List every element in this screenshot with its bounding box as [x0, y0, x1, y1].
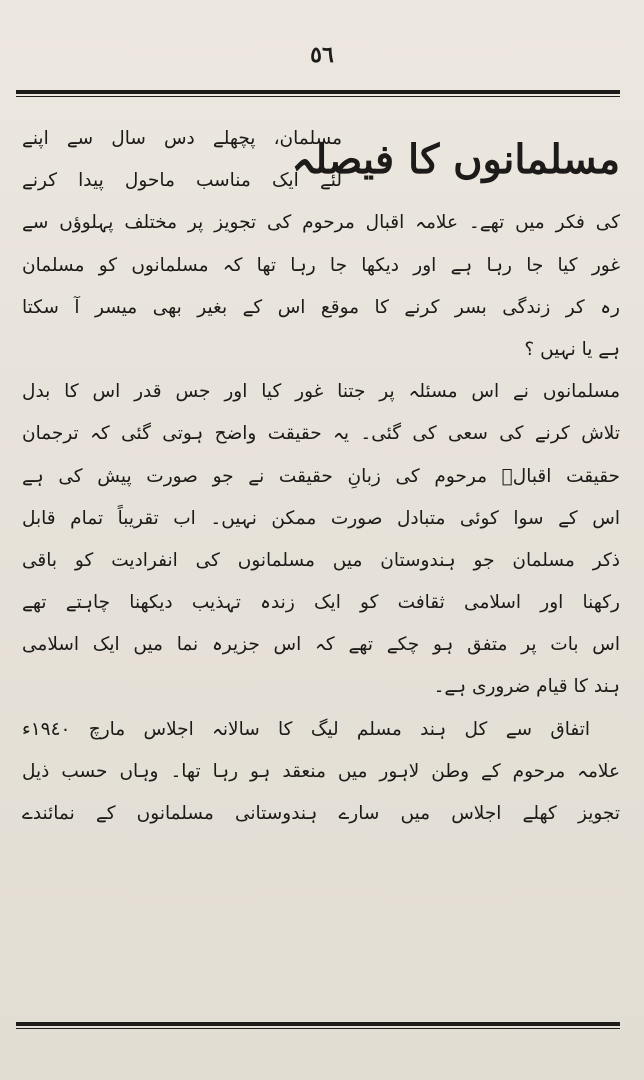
text-line: غور کیا جا رہا ہے اور دیکھا جا رہا تھا کہ مسلمانوں کو مسلمان	[22, 254, 620, 276]
paragraph-2	[22, 371, 620, 709]
bottom-rule-thin-line	[16, 1028, 620, 1029]
text-line: اس بات پر متفق ہو چکے تھے کہ اس جزیرہ نما میں ایک اسلامی	[22, 634, 620, 656]
text-line: مسلمانوں نے اس مسئلہ پر جتنا غور کیا اور جس قدر اس کا بدل	[22, 381, 620, 403]
body-text	[22, 118, 620, 835]
bottom-rule	[16, 1022, 620, 1029]
top-rule-thin-line	[16, 96, 620, 97]
top-rule-thick-line	[16, 90, 620, 94]
text-line: رہ کر زندگی بسر کرنے کا موقع اس کے بغیر بھی میسر آ سکتا	[22, 296, 620, 318]
text-line: تلاش کرنے کی سعی کی گئی۔ یہ حقیقت واضح ہوتی گئی کہ ترجمان	[22, 423, 620, 445]
text-line: علامہ مرحوم کے وطن لاہور میں منعقد ہو رہا تھا۔ وہاں حسب ذیل	[22, 760, 620, 782]
top-rule	[16, 90, 620, 97]
text-line: تجویز کھلے اجلاس میں سارے ہندوستانی مسلمانوں کے نمائندے	[22, 803, 620, 824]
text-line: لئے ایک مناسب ماحول پیدا کرنے	[22, 170, 342, 192]
page-number: ٥٦	[310, 42, 334, 68]
text-line: ذکر مسلمان جو ہندوستان میں مسلمانوں کی انفرادیت کو باقی	[22, 549, 620, 571]
text-line: مسلمان، پچھلے دس سال سے اپنے	[22, 128, 342, 149]
paragraph-3	[22, 709, 620, 836]
text-line: کی فکر میں تھے۔ علامہ اقبال مرحوم کی تجویز پر مختلف پہلوؤں سے	[22, 212, 620, 234]
text-line: اتفاق سے کل ہند مسلم لیگ کا سالانہ اجلاس مارچ ١٩٤٠ء	[22, 718, 590, 740]
section-heading: مسلمانوں کا فیصلہ	[291, 136, 620, 183]
paragraph-1	[22, 202, 620, 371]
text-line: رکھنا اور اسلامی ثقافت کو ایک زندہ تہذیب دیکھنا چاہتے تھے	[22, 592, 620, 614]
text-line: ہے یا نہیں ؟	[524, 338, 620, 360]
text-line: ہند کا قیام ضروری ہے۔	[433, 676, 620, 698]
text-line: اس کے سوا کوئی متبادل صورت ممکن نہیں۔ اب تقریباً تمام قابل	[22, 507, 620, 529]
bottom-rule-thick-line	[16, 1022, 620, 1026]
intro-block	[22, 118, 342, 202]
text-line: حقیقت اقبالؒ مرحوم کی زبانِ حقیقت نے جو صورت پیش کی ہے	[22, 465, 620, 487]
